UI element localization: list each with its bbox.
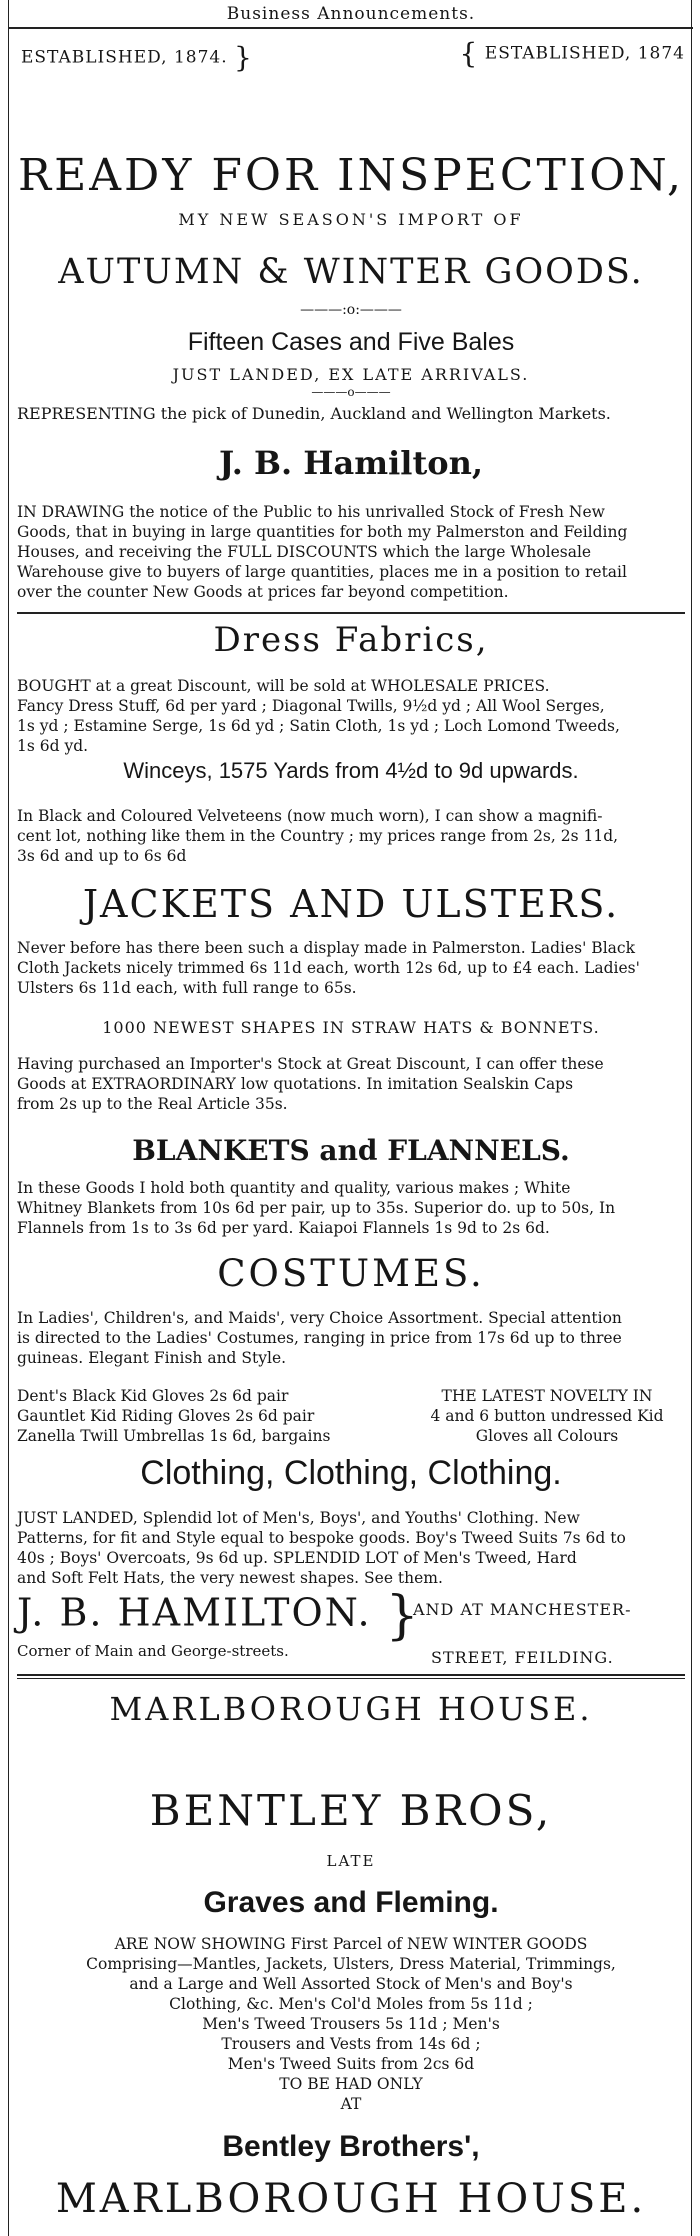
velveteen-paragraph — [17, 806, 685, 866]
clothing-line: and Soft Felt Hats, the very newest shapes. See them. — [17, 1569, 443, 1587]
gloves-left-line: Gauntlet Kid Riding Gloves 2s 6d pair — [17, 1407, 315, 1425]
brace-icon: { — [459, 37, 479, 70]
goods-title: AUTUMN & WINTER GOODS. — [58, 252, 644, 292]
hamilton-name: J. B. Hamilton, — [219, 444, 483, 482]
address: Corner of Main and George-streets. — [17, 1642, 289, 1660]
bentley-line: TO BE HAD ONLY — [279, 2075, 423, 2093]
bentley-house: MARLBOROUGH HOUSE. — [109, 1690, 593, 1728]
bentley-closing-house: MARLBOROUGH HOUSE. — [55, 2176, 647, 2222]
markets-line: REPRESENTING the pick of Dunedin, Auckland and Wellington Markets. — [17, 404, 611, 423]
jackets-line: Never before has there been such a display made in Palmerston. Ladies' Black — [17, 939, 635, 957]
branch-line-1: AND AT MANCHESTER- — [413, 1600, 632, 1619]
costumes-line: guineas. Elegant Finish and Style. — [17, 1349, 287, 1367]
established-left-text: ESTABLISHED, 1874. — [21, 47, 228, 68]
jackets-line: Ulsters 6s 11d each, with full range to 65s. — [17, 979, 357, 997]
blankets-line: Flannels from 1s to 3s 6d per yard. Kaiapoi Flannels 1s 9d to 2s 6d. — [17, 1219, 550, 1237]
divider-2: ———o——— — [311, 385, 391, 399]
clothing-line: Patterns, for fit and Style equal to bespoke goods. Boy's Tweed Suits 7s 6d to — [17, 1529, 626, 1547]
gloves-right-line: 4 and 6 button undressed Kid — [430, 1407, 664, 1425]
bentley-line: Trousers and Vests from 14s 6d ; — [221, 2035, 481, 2053]
dress-line: Fancy Dress Stuff, 6d per yard ; Diagonal Twills, 9½d yd ; All Wool Serges, — [17, 697, 605, 715]
velveteen-line: cent lot, nothing like them in the Country ; my prices range from 2s, 2s 11d, — [17, 827, 619, 845]
intro-line: Houses, and receiving the FULL DISCOUNTS which the large Wholesale — [17, 543, 592, 561]
importer-line: from 2s up to the Real Article 35s. — [17, 1095, 288, 1113]
intro-line: over the counter New Goods at prices far beyond competition. — [17, 583, 509, 601]
bentley-name: BENTLEY BROS, — [149, 1786, 553, 1835]
gloves-left-line: Dent's Black Kid Gloves 2s 6d pair — [17, 1387, 289, 1405]
dress-line: 1s yd ; Estamine Serge, 1s 6d yd ; Satin Cloth, 1s yd ; Loch Lomond Tweeds, — [17, 717, 620, 735]
bentley-line: Clothing, &c. Men's Col'd Moles from 5s 11d ; — [169, 1995, 533, 2013]
bentley-closing-name: Bentley Brothers', — [222, 2130, 480, 2163]
jackets-line: Cloth Jackets nicely trimmed 6s 11d each, worth 12s 6d, up to £4 each. Ladies' — [17, 959, 640, 977]
velveteen-line: 3s 6d and up to 6s 6d — [17, 847, 187, 865]
gloves-right-line: THE LATEST NOVELTY IN — [441, 1387, 653, 1405]
brace-icon: } — [385, 1586, 421, 1646]
dress-line: 1s 6d yd. — [17, 737, 89, 755]
blankets-title: BLANKETS and FLANNELS. — [132, 1134, 570, 1167]
hats-line: 1000 NEWEST SHAPES IN STRAW HATS & BONNETS. — [102, 1018, 600, 1037]
newspaper-page — [8, 0, 692, 2236]
importer-paragraph — [17, 1054, 685, 1114]
gloves-left-line: Zanella Twill Umbrellas 1s 6d, bargains — [17, 1427, 331, 1445]
bentley-line: Men's Tweed Suits from 2cs 6d — [227, 2055, 475, 2073]
blankets-line: Whitney Blankets from 10s 6d per pair, up to 35s. Superior do. up to 50s, In — [17, 1199, 616, 1217]
established-right-text: ESTABLISHED, 1874 — [484, 43, 685, 64]
bentley-line: and a Large and Well Assorted Stock of Men's and Boy's — [129, 1975, 573, 1993]
bentley-line: Men's Tweed Trousers 5s 11d ; Men's — [202, 2015, 500, 2033]
intro-line: IN DRAWING the notice of the Public to his unrivalled Stock of Fresh New — [17, 503, 605, 521]
branch-line-2: STREET, FEILDING. — [431, 1648, 614, 1667]
clothing-title: Clothing, Clothing, Clothing. — [140, 1454, 562, 1492]
intro-line: Warehouse give to buyers of large quantities, places me in a position to retail — [17, 563, 627, 581]
jackets-title: JACKETS AND ULSTERS. — [82, 882, 620, 926]
bentley-line: ARE NOW SHOWING First Parcel of NEW WINTER GOODS — [114, 1935, 588, 1953]
established-left — [21, 41, 253, 74]
section-title: Business Announcements. — [226, 4, 476, 24]
blankets-line: In these Goods I hold both quantity and quality, various makes ; White — [17, 1179, 571, 1197]
header-rule — [9, 27, 693, 29]
bentley-former: Graves and Fleming. — [203, 1886, 499, 1919]
divider-1: ———:o:——— — [300, 302, 402, 318]
headline: READY FOR INSPECTION, — [18, 150, 684, 201]
dress-title: Dress Fabrics, — [213, 620, 489, 660]
gloves-right-line: Gloves all Colours — [475, 1427, 619, 1445]
bentley-late: LATE — [326, 1852, 376, 1870]
intro-paragraph — [17, 502, 685, 602]
costumes-line: is directed to the Ladies' Costumes, ranging in price from 17s 6d up to three — [17, 1329, 622, 1347]
importer-line: Having purchased an Importer's Stock at Great Discount, I can offer these — [17, 1055, 604, 1073]
winceys-line: Winceys, 1575 Yards from 4½d to 9d upwards. — [123, 758, 579, 783]
established-right — [459, 37, 685, 70]
bentley-line: AT — [340, 2095, 362, 2113]
clothing-line: 40s ; Boys' Overcoats, 9s 6d up. SPLENDID LOT of Men's Tweed, Hard — [17, 1549, 577, 1567]
sub-headline: MY NEW SEASON'S IMPORT OF — [178, 210, 524, 229]
dress-line: BOUGHT at a great Discount, will be sold at WHOLESALE PRICES. — [17, 677, 550, 695]
signature — [17, 1586, 421, 1646]
jackets-paragraph — [17, 938, 685, 998]
rule — [17, 1674, 685, 1676]
intro-line: Goods, that in buying in large quantities for both my Palmerston and Feilding — [17, 523, 628, 541]
costumes-line: In Ladies', Children's, and Maids', very Choice Assortment. Special attention — [17, 1309, 622, 1327]
bentley-line: Comprising—Mantles, Jackets, Ulsters, Dress Material, Trimmings, — [86, 1955, 616, 1973]
brace-icon: } — [234, 41, 253, 74]
dress-paragraph — [17, 676, 685, 756]
clothing-line: JUST LANDED, Splendid lot of Men's, Boys', and Youths' Clothing. New — [17, 1509, 580, 1527]
importer-line: Goods at EXTRAORDINARY low quotations. In imitation Sealskin Caps — [17, 1075, 574, 1093]
gloves-right — [407, 1386, 687, 1446]
rule — [17, 612, 685, 614]
signature-text: J. B. HAMILTON. — [17, 1590, 372, 1635]
costumes-paragraph — [17, 1308, 685, 1368]
bentley-paragraph — [9, 1934, 693, 2114]
gloves-left — [17, 1386, 387, 1446]
velveteen-line: In Black and Coloured Velveteens (now much worn), I can show a magnifi- — [17, 807, 603, 825]
clothing-paragraph — [17, 1508, 685, 1588]
blankets-paragraph — [17, 1178, 685, 1238]
arrivals-line: JUST LANDED, EX LATE ARRIVALS. — [172, 365, 530, 384]
rule — [17, 1678, 685, 1679]
costumes-title: COSTUMES. — [217, 1252, 485, 1295]
cases-line: Fifteen Cases and Five Bales — [187, 328, 515, 356]
